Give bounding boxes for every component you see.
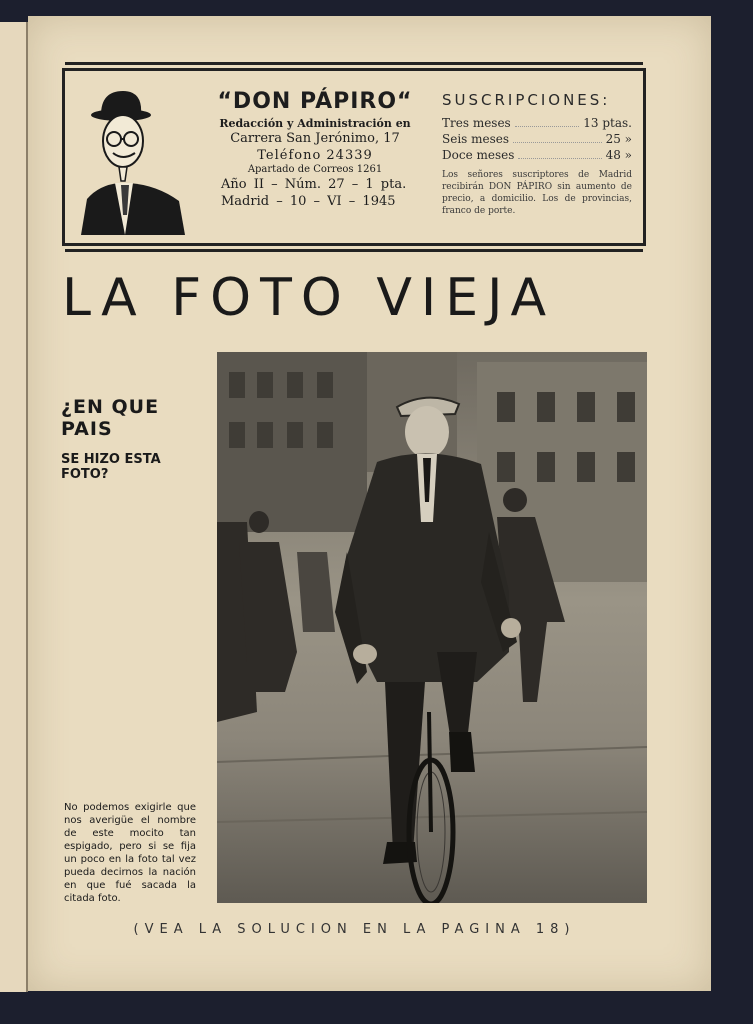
photo-caption: No podemos exigirle que nos averigüe el nombre de este mocito tan espigado, pero si se fija un poco en la foto tal vez pueda decirnos la nación en que fué sacada la citada foto. bbox=[64, 802, 196, 904]
subscription-note: Los señores suscriptores de Madrid recibirán DON PÁPIRO sin aumento de precio, a domicilio. Los de provincias, franco de porte. bbox=[442, 170, 632, 216]
subscription-price: 13 ptas. bbox=[583, 116, 632, 130]
page bbox=[28, 16, 711, 991]
address: Carrera San Jerónimo, 17 bbox=[230, 131, 400, 146]
po-box: Apartado de Correos 1261 bbox=[247, 164, 383, 175]
subscription-label: Tres meses bbox=[442, 116, 511, 130]
subscriptions-heading: SUSCRIPCIONES: bbox=[442, 91, 611, 109]
solution-reference: (VEA LA SOLUCION EN LA PAGINA 18) bbox=[133, 922, 576, 937]
issue-info: Año II – Núm. 27 – 1 pta. bbox=[221, 177, 407, 192]
unicycle-photo-icon bbox=[217, 352, 647, 903]
caricature-icon bbox=[79, 89, 189, 235]
leader-dots bbox=[518, 147, 601, 159]
publication-title: “DON PÁPIRO“ bbox=[217, 89, 413, 114]
masthead-top-rule bbox=[65, 62, 643, 65]
editorial-office-label: Redacción y Administración en bbox=[219, 117, 411, 130]
leader-dots bbox=[515, 115, 580, 127]
facing-page-edge bbox=[0, 22, 28, 992]
quiz-question bbox=[61, 396, 201, 482]
masthead-bottom-rule bbox=[65, 249, 643, 252]
subscription-row bbox=[442, 147, 632, 163]
subscription-row bbox=[442, 131, 632, 147]
subscription-label: Doce meses bbox=[442, 148, 515, 162]
leader-dots bbox=[513, 131, 602, 143]
masthead-box bbox=[62, 68, 646, 246]
subscription-row bbox=[442, 115, 632, 131]
question-line-1: ¿EN QUE PAIS bbox=[61, 396, 160, 440]
subscription-label: Seis meses bbox=[442, 132, 510, 146]
page-headline: LA FOTO VIEJA bbox=[62, 268, 556, 328]
issue-date: Madrid – 10 – VI – 1945 bbox=[221, 194, 396, 209]
subscription-price: 25 » bbox=[605, 132, 632, 146]
telephone: Teléfono 24339 bbox=[257, 148, 373, 163]
masthead-text bbox=[215, 89, 415, 209]
question-line-2: SE HIZO ESTA FOTO? bbox=[61, 452, 161, 482]
subscriptions-panel bbox=[442, 91, 632, 217]
subscription-price: 48 » bbox=[605, 148, 632, 162]
